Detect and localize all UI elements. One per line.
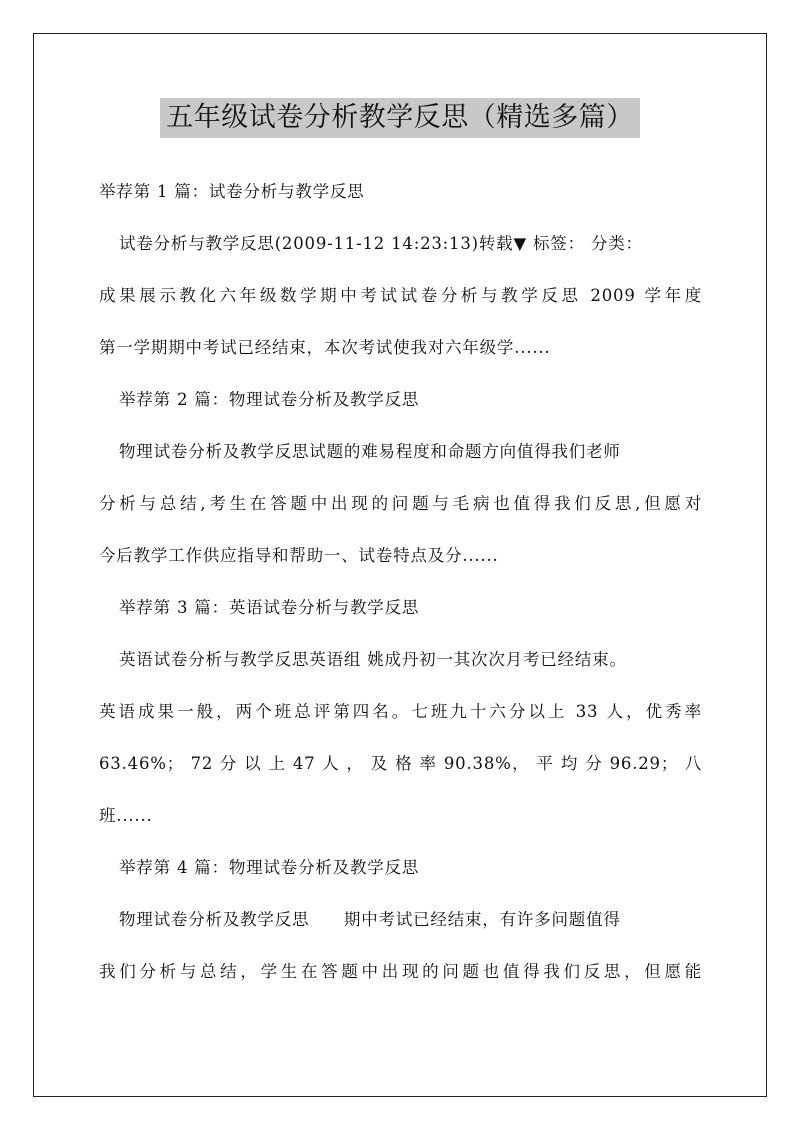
document-body bbox=[99, 166, 702, 998]
paragraph-line: 物理试卷分析及教学反思 期中考试已经结束，有许多问题值得 bbox=[119, 910, 621, 929]
paragraph-line: 物理试卷分析及教学反思试题的难易程度和命题方向值得我们老师 bbox=[119, 442, 621, 461]
section-heading-4: 举荐第 4 篇：物理试卷分析及教学反思 bbox=[119, 858, 420, 877]
paragraph-line: 试卷分析与教学反思(2009-11-12 14:23:13)转载▼ 标签： 分类： bbox=[119, 234, 643, 253]
section-heading-1: 举荐第 1 篇：试卷分析与教学反思 bbox=[99, 182, 365, 201]
paragraph-line: 分析与总结,考生在答题中出现的问题与毛病也值得我们反思,但愿对 bbox=[99, 494, 702, 513]
title-area bbox=[0, 98, 800, 138]
section-heading-2: 举荐第 2 篇：物理试卷分析及教学反思 bbox=[119, 390, 420, 409]
paragraph-line: 班...... bbox=[99, 806, 153, 825]
document-title: 五年级试卷分析教学反思（精选多篇） bbox=[160, 98, 640, 138]
section-heading-3: 举荐第 3 篇：英语试卷分析与教学反思 bbox=[119, 598, 420, 617]
paragraph-line: 英语成果一般，两个班总评第四名。七班九十六分以上 33 人，优秀率 bbox=[99, 702, 702, 721]
paragraph-line: 我们分析与总结，学生在答题中出现的问题也值得我们反思，但愿能 bbox=[99, 962, 702, 981]
paragraph-line: 63.46%； 72 分 以 上 47 人 ， 及 格 率 90.38%， 平 均 分 96.29； 八 bbox=[99, 754, 702, 773]
paragraph-line: 英语试卷分析与教学反思英语组 姚成丹初一其次次月考已经结束。 bbox=[119, 650, 627, 669]
paragraph-line: 成果展示教化六年级数学期中考试试卷分析与教学反思 2009 学年度 bbox=[99, 286, 702, 305]
paragraph-line: 第一学期期中考试已经结束，本次考试使我对六年级学...... bbox=[99, 338, 551, 357]
paragraph-line: 今后教学工作供应指导和帮助一、试卷特点及分...... bbox=[99, 546, 499, 565]
